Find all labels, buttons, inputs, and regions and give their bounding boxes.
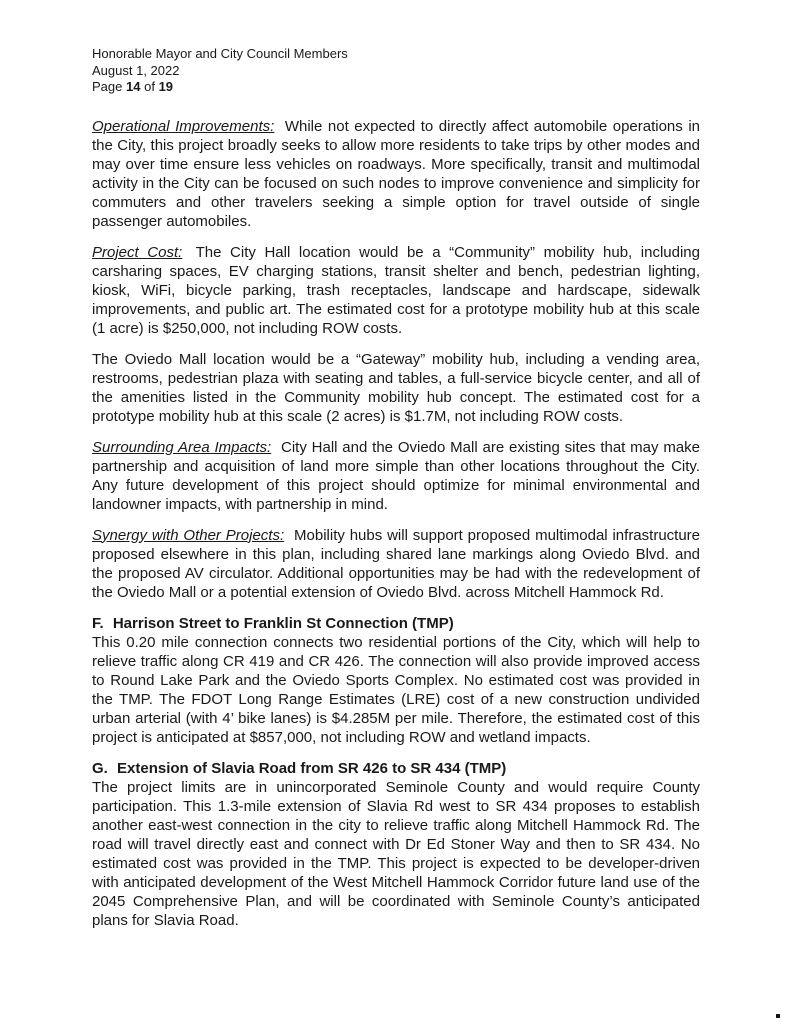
- letter-header: [92, 46, 700, 96]
- page-total: 19: [158, 79, 174, 94]
- paragraph-surrounding-area-impacts: [92, 438, 700, 514]
- section-f-heading: [92, 614, 700, 633]
- section-g-body: The project limits are in unincorporated Seminole County and would require County participation. This 1.3-mile extension of Slavia Rd west to SR 434 proposes to establish another east-west connection in the city to relieve traffic along Mitchell Hammock Rd. The road will travel directly east and connect with Dr Ed Stoner Way and then to SR 434. No estimated cost was provided in the TMP. This project is expected to be developer-driven with anticipated development of the West Mitchell Hammock Corridor future land use of the 2045 Comprehensive Plan, and will be coordinated with Seminole County’s anticipated plans for Slavia Road.: [92, 778, 700, 929]
- section-f-harrison-street: [92, 614, 700, 747]
- section-g-heading: [92, 759, 700, 778]
- header-recipient: Honorable Mayor and City Council Members: [92, 46, 348, 61]
- section-f-letter: F.: [92, 614, 104, 632]
- header-date: August 1, 2022: [92, 62, 180, 78]
- paragraph-operational-improvements: [92, 117, 700, 231]
- section-g-letter: G.: [92, 759, 108, 777]
- section-g-slavia-road: [92, 759, 700, 930]
- page-artifact-dot: [776, 1014, 780, 1018]
- paragraph-oviedo-mall-location: [92, 350, 700, 426]
- section-f-body: This 0.20 mile connection connects two residential portions of the City, which will help to relieve traffic along CR 419 and CR 426. The connection will also provide improved access to Round Lake Park and the Oviedo Sports Complex. No estimated cost was provided in the TMP. The FDOT Long Range Estimates (LRE) cost of a new construction undivided urban arterial (with 4’ bike lanes) is $4.285M per mile. Therefore, the estimated cost of this project is anticipated at $857,000, not including ROW and wetland impacts.: [92, 633, 700, 746]
- paragraph-text: Mobility hubs will support proposed multimodal infrastructure proposed elsewhere in this plan, including shared lane markings along Oviedo Blvd. and the proposed AV circulator. Additional opportunities may be had with the redevelopment of the Oviedo Mall or a potential extension of Oviedo Blvd. across Mitchell Hammock Rd.: [92, 526, 701, 601]
- paragraph-lead-surrounding-area-impacts: Surrounding Area Impacts:: [92, 438, 272, 456]
- section-g-title: Extension of Slavia Road from SR 426 to SR 434 (TMP): [117, 759, 507, 777]
- section-f-title: Harrison Street to Franklin St Connection (TMP): [112, 614, 454, 632]
- paragraph-lead-operational-improvements: Operational Improvements:: [92, 117, 275, 135]
- paragraph-project-cost: [92, 243, 700, 338]
- paragraph-synergy-with-other-projects: [92, 526, 700, 602]
- paragraph-lead-synergy-with-other-projects: Synergy with Other Projects:: [92, 526, 285, 544]
- page-word: Page: [92, 79, 123, 94]
- paragraph-text: The City Hall location would be a “Community” mobility hub, including carsharing spaces, EV charging stations, transit shelter and bench, pedestrian lighting, kiosk, WiFi, bicycle parking, trash receptacles, landscape and hardscape, sidewalk improvements, and public art. The estimated cost for a prototype mobility hub at this scale (1 acre) is $250,000, not including ROW costs.: [92, 243, 700, 337]
- paragraph-text: City Hall and the Oviedo Mall are existing sites that may make partnership and acquisition of land more simple than other locations throughout the City. Any future development of this project should optimize for minimal environmental and landowner impacts, with partnership in mind.: [92, 438, 700, 513]
- page-number: 14: [126, 79, 141, 94]
- header-page-info: [92, 79, 700, 96]
- of-word: of: [144, 79, 155, 94]
- paragraph-text: The Oviedo Mall location would be a “Gateway” mobility hub, including a vending area, restrooms, pedestrian plaza with seating and tables, a full-service bicycle center, and all of the amenities listed in the Community mobility hub concept. The estimated cost for a prototype mobility hub at this scale (2 acres) is $1.7M, not including ROW costs.: [92, 350, 700, 425]
- paragraph-text: While not expected to directly affect automobile operations in the City, this project broadly seeks to allow more residents to take trips by other modes and may over time ensure less vehicles on roadways. More specifically, transit and multimodal activity in the City can be focused on such nodes to improve convenience and simplicity for commuters and other travelers seeking a simple option for travel outside of single passenger automobiles.: [92, 117, 700, 230]
- paragraph-lead-project-cost: Project Cost:: [92, 243, 183, 261]
